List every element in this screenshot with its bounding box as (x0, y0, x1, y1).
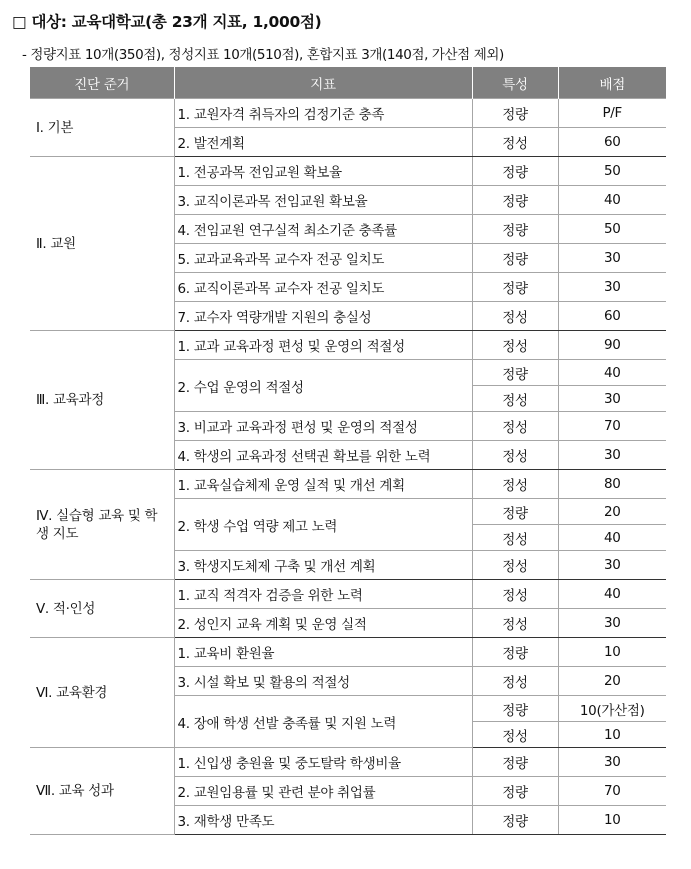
trait-cell: 정성 (472, 331, 558, 360)
indicator-cell: 3. 교직이론과목 전임교원 확보율 (174, 186, 472, 215)
score-cell: 80 (558, 470, 666, 499)
trait-cell: 정성 (472, 470, 558, 499)
indicator-cell: 1. 교육실습체제 운영 실적 및 개선 계획 (174, 470, 472, 499)
table-row (30, 638, 666, 667)
category-cell: Ⅲ. 교육과정 (30, 331, 174, 470)
score-cell: 30 (558, 551, 666, 580)
trait-cell: 정량 (472, 696, 558, 722)
score-cell: 30 (558, 748, 666, 777)
trait-cell: 정성 (472, 302, 558, 331)
indicator-cell: 1. 교원자격 취득자의 검정기준 충족 (174, 99, 472, 128)
trait-cell: 정량 (472, 244, 558, 273)
trait-cell: 정량 (472, 99, 558, 128)
indicator-cell: 2. 학생 수업 역량 제고 노력 (174, 499, 472, 551)
score-cell: 40 (558, 525, 666, 551)
score-cell: 20 (558, 499, 666, 525)
indicator-cell: 2. 성인지 교육 계획 및 운영 실적 (174, 609, 472, 638)
category-cell: Ⅵ. 교육환경 (30, 638, 174, 748)
indicator-cell: 2. 발전계획 (174, 128, 472, 157)
page-subtitle: - 정량지표 10개(350점), 정성지표 10개(510점), 혼합지표 3개(140점, 가산점 제외) (22, 47, 504, 63)
score-cell: 60 (558, 302, 666, 331)
score-cell: P/F (558, 99, 666, 128)
score-cell: 30 (558, 441, 666, 470)
indicator-cell: 3. 재학생 만족도 (174, 806, 472, 835)
trait-cell: 정량 (472, 638, 558, 667)
indicator-cell: 7. 교수자 역량개발 지원의 충실성 (174, 302, 472, 331)
indicator-cell: 4. 장애 학생 선발 충족률 및 지원 노력 (174, 696, 472, 748)
trait-cell: 정성 (472, 580, 558, 609)
score-cell: 30 (558, 386, 666, 412)
indicator-cell: 1. 신입생 충원율 및 중도탈락 학생비율 (174, 748, 472, 777)
column-header-indicator: 지표 (174, 67, 472, 99)
score-cell: 20 (558, 667, 666, 696)
trait-cell: 정량 (472, 777, 558, 806)
table-row (30, 331, 666, 360)
trait-cell: 정성 (472, 412, 558, 441)
indicator-cell: 2. 교원임용률 및 관련 분야 취업률 (174, 777, 472, 806)
trait-cell: 정성 (472, 551, 558, 580)
score-cell: 10 (558, 722, 666, 748)
score-cell: 40 (558, 360, 666, 386)
trait-cell: 정량 (472, 157, 558, 186)
trait-cell: 정성 (472, 386, 558, 412)
table-row (30, 748, 666, 777)
trait-cell: 정량 (472, 806, 558, 835)
indicator-cell: 3. 시설 확보 및 활용의 적절성 (174, 667, 472, 696)
score-cell: 70 (558, 412, 666, 441)
score-cell: 50 (558, 215, 666, 244)
score-cell: 10(가산점) (558, 696, 666, 722)
indicator-cell: 1. 전공과목 전임교원 확보율 (174, 157, 472, 186)
category-cell: Ⅰ. 기본 (30, 99, 174, 157)
table-row (30, 580, 666, 609)
category-cell: Ⅱ. 교원 (30, 157, 174, 331)
column-header-trait: 특성 (472, 67, 558, 99)
category-cell: Ⅴ. 적·인성 (30, 580, 174, 638)
score-cell: 70 (558, 777, 666, 806)
category-cell: Ⅶ. 교육 성과 (30, 748, 174, 835)
trait-cell: 정성 (472, 128, 558, 157)
trait-cell: 정성 (472, 722, 558, 748)
indicator-cell: 1. 교과 교육과정 편성 및 운영의 적절성 (174, 331, 472, 360)
trait-cell: 정량 (472, 499, 558, 525)
category-cell: Ⅳ. 실습형 교육 및 학생 지도 (30, 470, 174, 580)
indicator-cell: 5. 교과교육과목 교수자 전공 일치도 (174, 244, 472, 273)
trait-cell: 정량 (472, 360, 558, 386)
page-title: □ 대상: 교육대학교(총 23개 지표, 1,000점) (12, 13, 322, 31)
trait-cell: 정량 (472, 215, 558, 244)
column-header-score: 배점 (558, 67, 666, 99)
table-header-row (30, 67, 666, 99)
score-cell: 30 (558, 609, 666, 638)
score-cell: 50 (558, 157, 666, 186)
score-cell: 60 (558, 128, 666, 157)
evaluation-table (30, 67, 666, 835)
indicator-cell: 3. 비교과 교육과정 편성 및 운영의 적절성 (174, 412, 472, 441)
indicator-cell: 1. 교육비 환원율 (174, 638, 472, 667)
trait-cell: 정성 (472, 525, 558, 551)
score-cell: 30 (558, 244, 666, 273)
indicator-cell: 4. 학생의 교육과정 선택권 확보를 위한 노력 (174, 441, 472, 470)
indicator-cell: 1. 교직 적격자 검증을 위한 노력 (174, 580, 472, 609)
trait-cell: 정량 (472, 186, 558, 215)
score-cell: 40 (558, 580, 666, 609)
score-cell: 40 (558, 186, 666, 215)
table-row (30, 157, 666, 186)
indicator-cell: 3. 학생지도체제 구축 및 개선 계획 (174, 551, 472, 580)
trait-cell: 정성 (472, 441, 558, 470)
table-row (30, 470, 666, 499)
indicator-cell: 6. 교직이론과목 교수자 전공 일치도 (174, 273, 472, 302)
score-cell: 90 (558, 331, 666, 360)
score-cell: 10 (558, 806, 666, 835)
table-row (30, 99, 666, 128)
trait-cell: 정량 (472, 748, 558, 777)
trait-cell: 정성 (472, 667, 558, 696)
score-cell: 30 (558, 273, 666, 302)
trait-cell: 정량 (472, 273, 558, 302)
score-cell: 10 (558, 638, 666, 667)
indicator-cell: 4. 전임교원 연구실적 최소기준 충족률 (174, 215, 472, 244)
indicator-cell: 2. 수업 운영의 적절성 (174, 360, 472, 412)
column-header-criteria: 진단 준거 (30, 67, 174, 99)
trait-cell: 정성 (472, 609, 558, 638)
